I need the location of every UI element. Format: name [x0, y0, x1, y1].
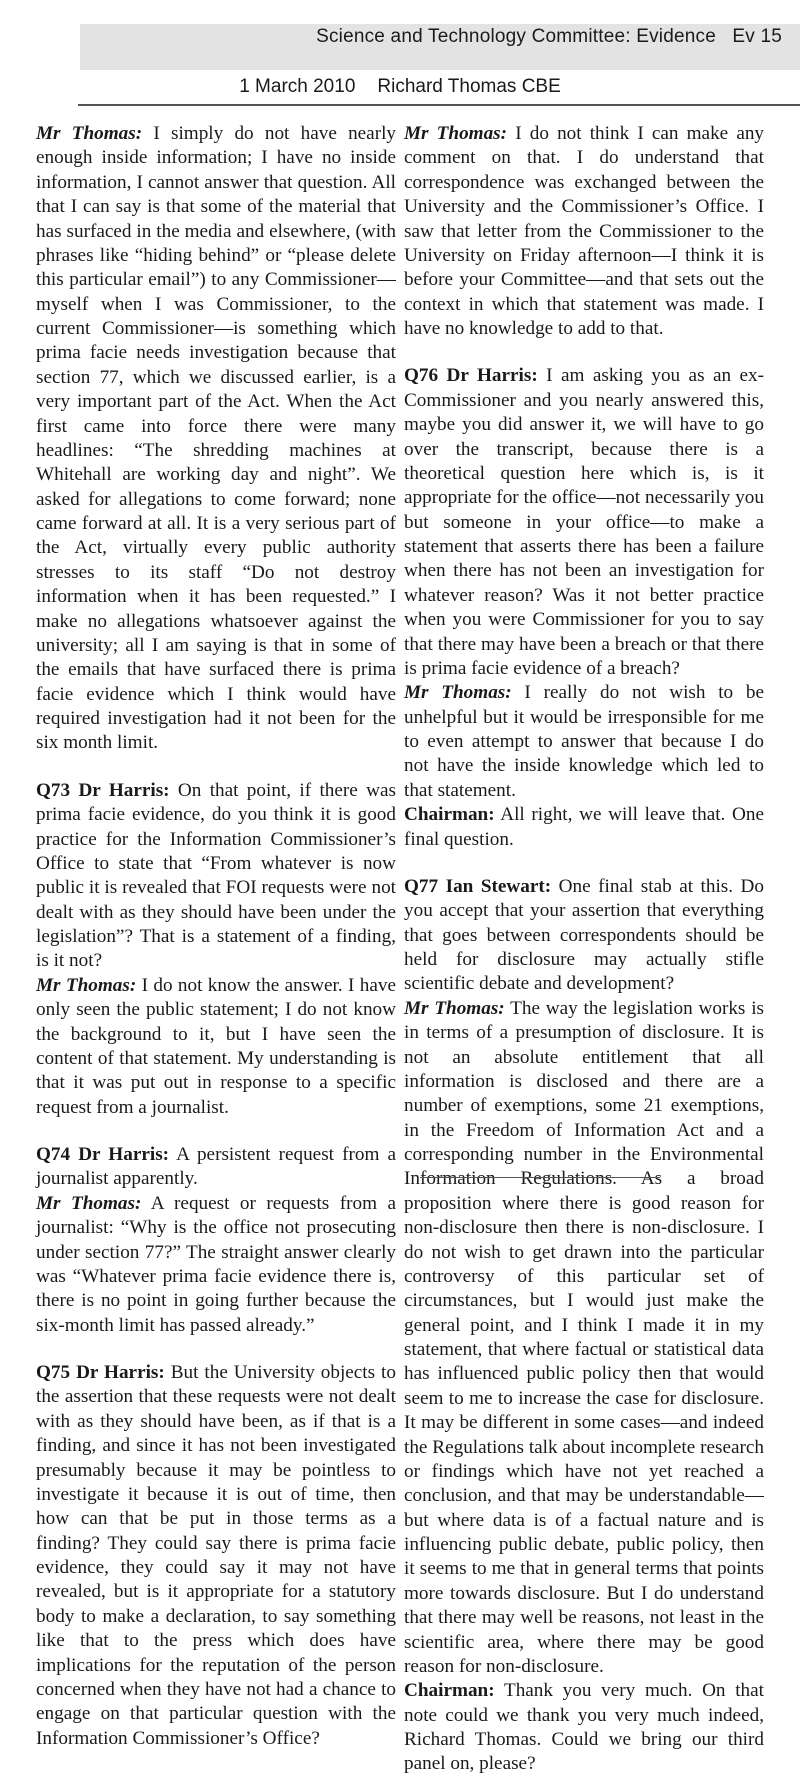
speech-text: I simply do not have nearly enough inside information; I have no inside information, I cannot answer that question. All that I can say is that some of the material that has surfaced in the media and elsewhere, (with phrases like “hiding behind” or “please delete this particular email”) to any Commissioner—myself when I was Commissioner, to the current Commissioner—is something which prima facie needs investigation because that section 77, which we discussed earlier, is a very important part of the Act. When the Act first came into force there were many headlines: “The shredding machines at Whitehall are working day and night”. We asked for allegations to come forward; none came forward at all. It is a very serious part of the Act, virtually every public authority stresses to its staff “Do not destroy information when it has been requested.” I make no allegations whatsoever against the university; all I am saying is that in some of the emails that have surfaced there is prima facie evidence which I think would have required investigation had it not been for the six month limit. [36, 123, 397, 754]
end-rule [420, 1177, 660, 1178]
testimony-paragraph [36, 1361, 396, 1751]
session-line [0, 76, 800, 98]
speech-text: I really do not wish to be unhelpful but it would be irresponsible for me to even attempt to answer that because I do not have the inside knowledge which led to that statement. [404, 682, 765, 801]
speaker-label: Mr Thomas: [36, 123, 143, 144]
speaker-label: Q75 Dr Harris: [36, 1362, 165, 1383]
speech-text: The way the legislation works is in terms of a presumption of disclosure. It is not an absolute entitlement that all information is disclosed and there are a number of exemptions, some 21 exemptions, in the Freedom of Information Act and a corresponding number in the Environmental Information Regulations. As a broad proposition where there is good reason for non-disclosure then there is non-disclosure. I do not wish to get drawn into the particular controversy of this particular set of circumstances, but I would just make the general point, and I think I made it in my statement, that where factual or statistical data has influenced public policy then that would seem to me to increase the case for disclosure. It may be different in some cases—and indeed the Regulations talk about incomplete research or findings which have not yet reached a conclusion, and that may be understandable—but where data is of a factual nature and is influencing public debate, public policy, then it seems to me that in general terms that points more towards disclosure. But I do understand that there may well be reasons, not least in the scientific area, where there may be good reason for non-disclosure. [404, 997, 764, 1677]
speaker-label: Mr Thomas: [404, 123, 508, 144]
testimony-paragraph [36, 1192, 396, 1338]
testimony-paragraph [36, 122, 396, 756]
speech-text: A request or requests from a journalist: “Why is the office not prosecuting under section 77?” The straight answer clearly was “Whatever prima facie evidence there is, there is no point in going further because the six-month limit has passed already.” [36, 1192, 396, 1336]
header-rule [78, 104, 800, 106]
testimony-paragraph [404, 997, 764, 1680]
speaker-label: Q76 Dr Harris: [404, 365, 538, 387]
speech-text: I do not know the answer. I have only seen the public statement; I do not know the background to it, but I have seen the content of that statement. My understanding is that it was put out in response to a specific request from a journalist. [36, 974, 396, 1118]
speaker-label: Mr Thomas: [404, 997, 505, 1019]
testimony-paragraph [36, 974, 396, 1120]
right-column [404, 122, 764, 1777]
speaker-label: Q74 Dr Harris: [36, 1144, 170, 1165]
speech-text: One final stab at this. Do you accept that your assertion that everything that goes between correspondents should be held for disclosure may actually stifle scientific debate and development? [404, 875, 765, 995]
speaker-label: Mr Thomas: [36, 974, 137, 996]
left-column [36, 122, 396, 1751]
speaker-label: Mr Thomas: [404, 682, 512, 704]
witness-name: Richard Thomas CBE [377, 76, 561, 97]
speaker-label: Chairman: [404, 1680, 495, 1702]
testimony-paragraph [36, 779, 396, 974]
speech-text: But the University objects to the assertion that these requests were not dealt with as they should have been, as if that is a finding, and since it has not been investigated presumably because it may be pointless to investigate it because it is out of time, then how can that be put in those terms as a finding? They could say there is prima facie evidence, they could say it may not have revealed, but is it appropriate for a statutory body to make a declaration, to say something like that to the press which does have implications for the reputation of the person concerned when they have not had a chance to engage on that particular question with the Information Commissioner’s Office? [36, 1362, 396, 1749]
speaker-label: Q77 Ian Stewart: [404, 875, 552, 897]
speech-text: I do not think I can make any comment on that. I do understand that correspondence was exchanged between the University and the Commissioner’s Office. I saw that letter from the Commissioner to the University on Friday afternoon—I think it is before your Committee—and that sets out the context in which that statement was made. I have no knowledge to add to that. [404, 123, 765, 339]
running-title: Science and Technology Committee: Evidence Ev 15 [316, 26, 782, 47]
speech-text: I am asking you as an ex-Commissioner and you nearly answered this, maybe you did answer it, we will have to go over the transcript, because there is a theoretical question here which is, is it appropriate for the office—not necessarily you but someone in your office—to make a statement that asserts there has been a failure when there has not been an investigation for whatever reason? Was it not better practice when you were Commissioner for you to say that there may have been a breach or that there is prima facie evidence of a breach? [404, 365, 764, 679]
speech-text: On that point, if there was prima facie evidence, do you think it is good practice for the Information Commissioner’s Office to state that “From whatever is now public it is revealed that FOI requests were not dealt with as they should have been under the legislation”? That is a statement of a finding, is it not? [36, 779, 396, 972]
session-date: 1 March 2010 [239, 76, 356, 97]
testimony-paragraph [404, 875, 764, 997]
testimony-paragraph [404, 122, 764, 341]
speech-text: A persistent request from a journalist apparently. [36, 1144, 396, 1190]
speaker-label: Mr Thomas: [36, 1192, 142, 1214]
speech-text: All right, we will leave that. One final question. [404, 804, 764, 850]
testimony-paragraph [404, 364, 764, 681]
speaker-label: Chairman: [404, 804, 495, 826]
testimony-paragraph [404, 681, 764, 803]
speaker-label: Q73 Dr Harris: [36, 779, 170, 801]
speech-text: Thank you very much. On that note could we thank you very much indeed, Richard Thomas. Could we bring our third panel on, please? [404, 1680, 764, 1775]
page-header [0, 0, 800, 97]
testimony-paragraph [404, 803, 764, 852]
testimony-paragraph [36, 1143, 396, 1192]
testimony-paragraph [404, 1679, 764, 1777]
